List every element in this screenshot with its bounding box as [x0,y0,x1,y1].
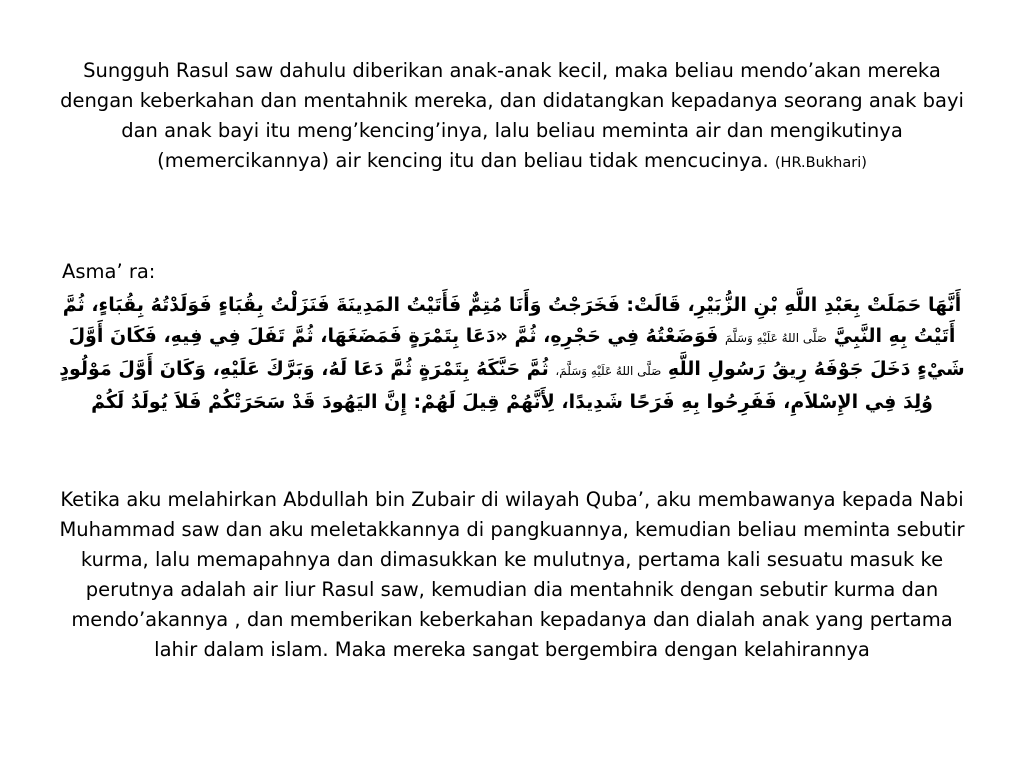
translation-paragraph: Ketika aku melahirkan Abdullah bin Zubair di wilayah Quba’, aku membawanya kepada Nabi Muhammad saw dan aku meletakkannya di pangkuannya, kemudian beliau meminta sebutir kurma, lalu memapahnya dan dimasukkan ke mulutnya, pertama kali sesuatu masuk ke perutnya adalah air liur Rasul saw, kemudian dia mentahnik dengan sebutir kurma dan mendo’akannya , dan memberikan keberkahan kepadanya dan dialah anak yang pertama lahir dalam islam. Maka mereka sangat bergembira dengan kelahirannya [59,488,965,661]
arabic-salawat-2: صَلَّى اللهُ عَلَيْهِ وَسَلَّمَ، [555,364,662,378]
hadith-citation: (HR.Bukhari) [774,155,867,171]
arabic-hadith-text [55,290,969,418]
hadith-paragraph [55,56,969,178]
arabic-salawat-1: صَلَّى اللهُ عَلَيْهِ وَسَلَّمَ [725,331,827,345]
arabic-part-1: أَنَّهَا حَمَلَتْ بِعَبْدِ اللَّهِ بْنِ الزُّبَيْرِ، قَالَتْ: فَخَرَجْتُ وَأَنَا مُتِمٌّ فَأَتَيْتُ المَدِينَةَ فَنَزَلْتُ بِقُبَاءٍ فَوَلَدْتُهُ بِقُبَاءٍ، ثُمَّ أَتَيْتُ بِهِ النَّبِيَّ [62,294,962,347]
hadith-text: Sungguh Rasul saw dahulu diberikan anak-anak kecil, maka beliau mendo’akan mereka dengan keberkahan dan mentahnik mereka, dan didatangkan kepadanya seorang anak bayi dan anak bayi itu meng’kencing’inya, lalu beliau meminta air dan mengikutinya (memercikannya) air kencing itu dan beliau tidak mencucinya. [60,59,964,172]
arabic-part-2: فَوَضَعْتُهُ فِي حَجْرِهِ، ثُمَّ «دَعَا بِتَمْرَةٍ فَمَضَغَهَا، ثُمَّ تَفَلَ فِي فِيهِ، فَكَانَ أَوَّلَ شَيْءٍ دَخَلَ جَوْفَهُ رِيقُ رَسُولِ اللَّهِ [68,325,965,380]
arabic-part-3: ثُمَّ حَنَّكَهُ بِتَمْرَةٍ ثُمَّ دَعَا لَهُ، وَبَرَّكَ عَلَيْهِ، وَكَانَ أَوَّلَ مَوْلُودٍ وُلِدَ فِي الإِسْلاَمِ، فَفَرِحُوا بِهِ فَرَحًا شَدِيدًا، لِأَنَّهُمْ قِيلَ لَهُمْ: إِنَّ اليَهُودَ قَدْ سَحَرَتْكُمْ فَلاَ يُولَدُ لَكُمْ [59,358,933,413]
narrator-label: Asma’ ra: [62,260,156,283]
